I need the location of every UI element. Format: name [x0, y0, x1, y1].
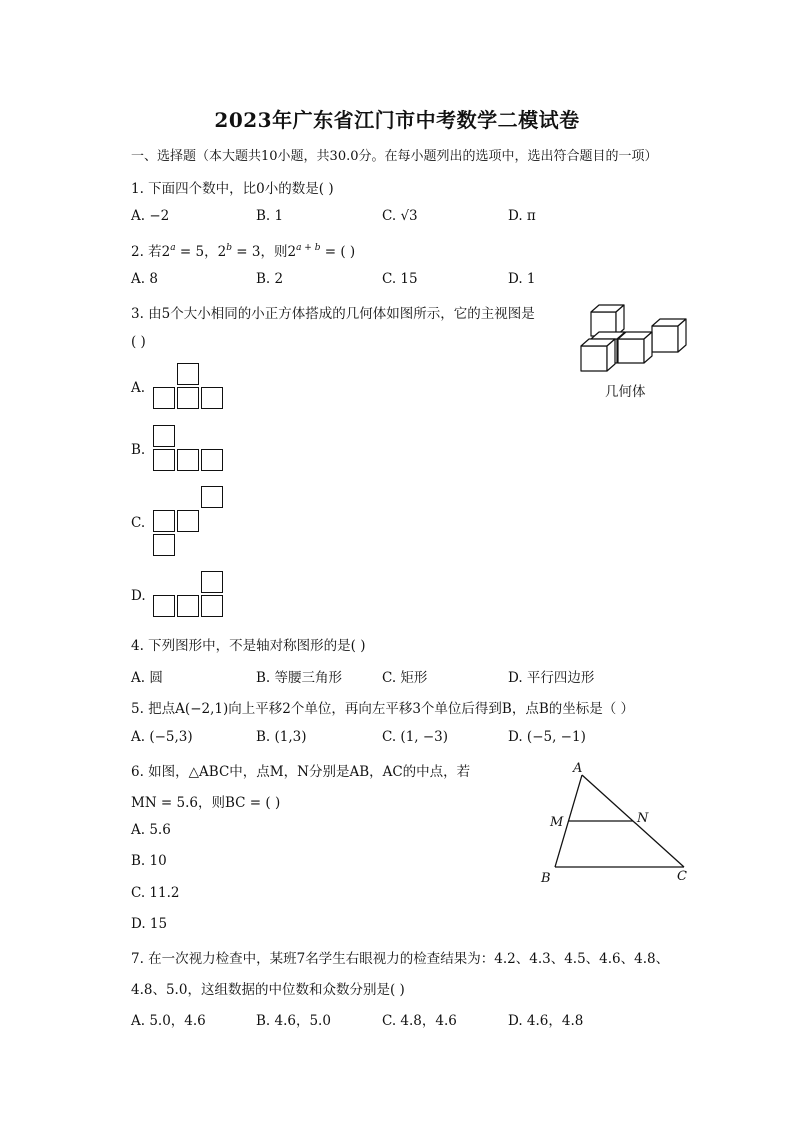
q3-option-d-figure: [153, 571, 227, 619]
vertex-label-m: M: [550, 815, 564, 830]
q3-option-b[interactable]: B.: [131, 442, 146, 458]
q2-sup-a: a: [170, 243, 176, 253]
question-5-stem: 5. 把点A(−2,1)向上平移2个单位，再向左平移3个单位后得到B，点B的坐标是（ ）: [131, 701, 635, 717]
vertex-label-n: N: [637, 811, 649, 826]
q3-option-c[interactable]: C.: [131, 515, 146, 531]
question-6-stem: 6. 如图，△ABC中，点M，N分别是AB，AC的中点，若: [131, 764, 471, 780]
question-1-stem: 1. 下面四个数中，比0小的数是( ): [131, 181, 334, 197]
square: [153, 595, 175, 617]
square: [201, 571, 223, 593]
q5-option-b[interactable]: B. (1,3): [256, 729, 307, 745]
question-4-stem: 4. 下列图形中，不是轴对称图形的是( ): [131, 638, 366, 654]
q7-option-b[interactable]: B. 4.6，5.0: [256, 1013, 331, 1029]
square: [177, 363, 199, 385]
q5-option-d[interactable]: D. (−5, −1): [508, 729, 586, 745]
q4-option-b[interactable]: B. 等腰三角形: [256, 670, 343, 686]
q6-option-c[interactable]: C. 11.2: [131, 885, 180, 901]
square: [177, 595, 199, 617]
q2-option-c[interactable]: C. 15: [382, 271, 418, 287]
question-7-stem-continued: 4.8、5.0，这组数据的中位数和众数分别是( ): [131, 982, 405, 998]
q1-option-a[interactable]: A. −2: [131, 208, 170, 224]
q1-option-c[interactable]: [382, 208, 418, 224]
question-3-stem: 3. 由5个大小相同的小正方体搭成的几何体如图所示，它的主视图是: [131, 306, 535, 322]
square: [153, 425, 175, 447]
question-6-stem-continued: MN = 5.6，则BC = ( ): [131, 795, 281, 811]
q7-option-d[interactable]: D. 4.6，4.8: [508, 1013, 584, 1029]
q1-option-b[interactable]: B. 1: [256, 208, 284, 224]
q3-option-a[interactable]: A.: [131, 380, 146, 396]
cube-bottom-1-front: [581, 346, 607, 371]
q7-option-c[interactable]: C. 4.8，4.6: [382, 1013, 457, 1029]
q2-part-d: = ( ): [320, 244, 356, 260]
q1-option-d[interactable]: D. π: [508, 208, 536, 224]
vertex-label-b: B: [541, 871, 551, 886]
square: [177, 449, 199, 471]
q2-option-d[interactable]: D. 1: [508, 271, 536, 287]
q4-option-d[interactable]: D. 平行四边形: [508, 670, 595, 686]
q5-option-c[interactable]: C. (1, −3): [382, 729, 449, 745]
q1-option-c-value: √3: [400, 208, 418, 224]
q2-part-a: 2. 若2: [131, 244, 171, 260]
cubes-figure: [578, 302, 696, 380]
square: [177, 387, 199, 409]
q2-sup-c: a + b: [296, 243, 321, 253]
square: [153, 510, 175, 532]
square: [201, 595, 223, 617]
q4-option-a[interactable]: A. 圆: [131, 670, 163, 686]
q2-part-b: = 5，2: [175, 244, 227, 260]
q1-option-c-prefix: C.: [382, 208, 401, 224]
cube-bottom-3-front: [618, 339, 644, 363]
vertex-label-a: A: [573, 761, 583, 776]
q5-option-a[interactable]: A. (−5,3): [131, 729, 193, 745]
page-title: 2023年广东省江门市中考数学二模试卷: [214, 108, 580, 132]
section-heading: 一、选择题（本大题共10小题，共30.0分。在每小题列出的选项中，选出符合题目的一项）: [131, 149, 658, 164]
q6-option-a[interactable]: A. 5.6: [131, 822, 171, 838]
q2-option-b[interactable]: B. 2: [256, 271, 284, 287]
figure-caption: 几何体: [605, 384, 646, 400]
square: [201, 449, 223, 471]
q2-option-a[interactable]: A. 8: [131, 271, 158, 287]
q6-option-b[interactable]: B. 10: [131, 853, 167, 869]
vertex-label-c: C: [677, 869, 687, 884]
q4-option-c[interactable]: C. 矩形: [382, 670, 428, 686]
q3-option-a-figure: [153, 363, 227, 411]
cube-right-front: [652, 326, 678, 352]
q3-option-c-figure: [153, 486, 227, 558]
q2-sup-b: b: [226, 243, 232, 253]
square: [153, 449, 175, 471]
q3-option-d[interactable]: D.: [131, 588, 146, 604]
square: [153, 387, 175, 409]
question-7-stem: 7. 在一次视力检查中，某班7名学生右眼视力的检查结果为：4.2、4.3、4.5、4.6、4.8、: [131, 951, 670, 967]
question-3-stem-continued: ( ): [131, 334, 146, 350]
square: [201, 486, 223, 508]
square: [177, 510, 199, 532]
triangle-figure: [535, 758, 695, 888]
q7-option-a[interactable]: A. 5.0，4.6: [131, 1013, 206, 1029]
square: [153, 534, 175, 556]
square: [201, 387, 223, 409]
question-2-stem: [131, 240, 355, 260]
q6-option-d[interactable]: D. 15: [131, 916, 168, 932]
q2-part-c: = 3，则2: [231, 244, 297, 260]
q3-option-b-figure: [153, 425, 227, 473]
